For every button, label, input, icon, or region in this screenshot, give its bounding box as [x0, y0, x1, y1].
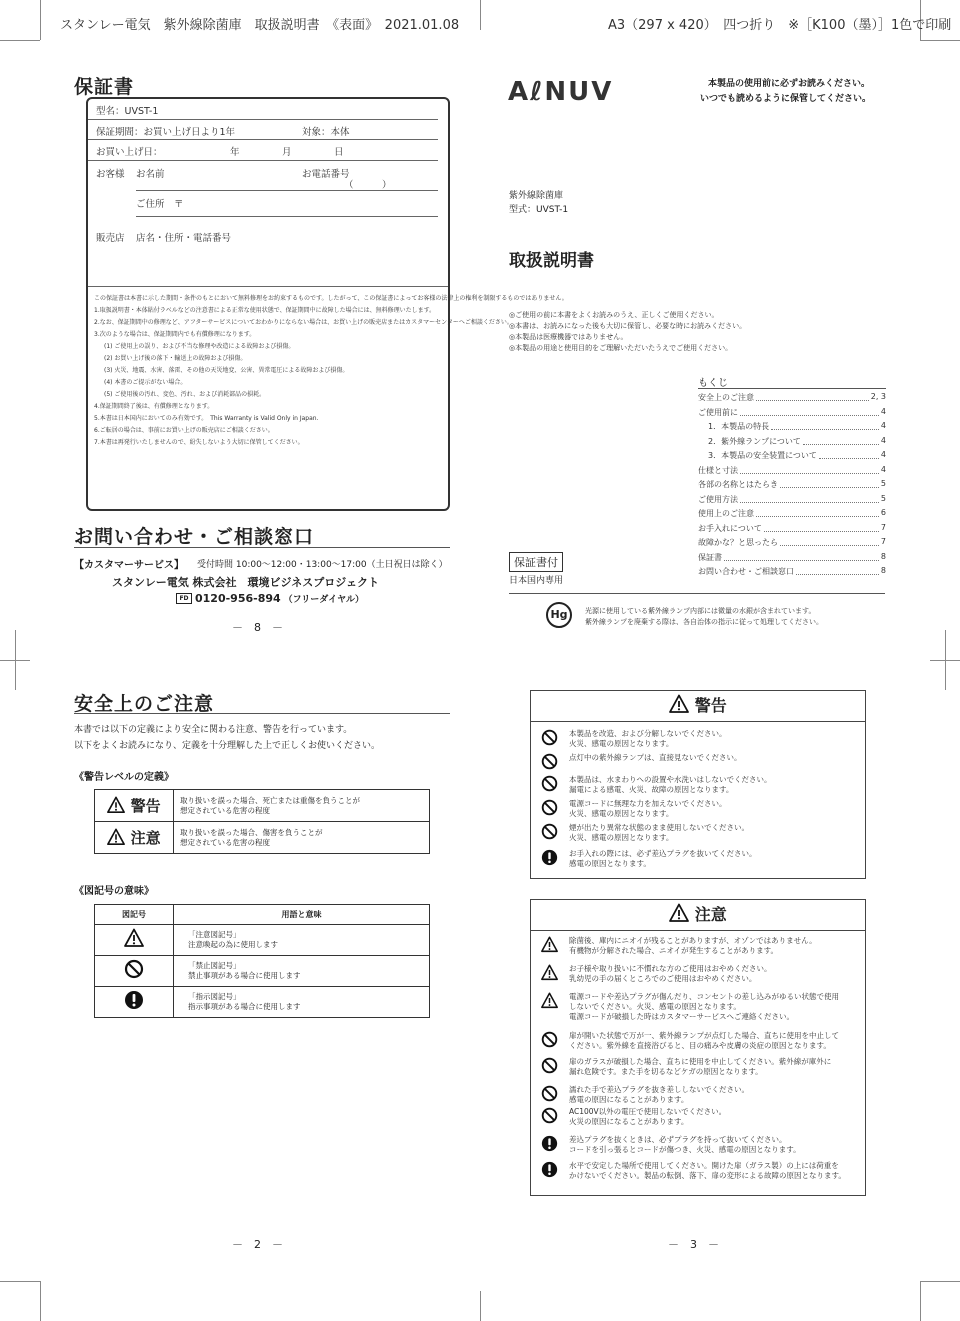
- toc-item-label: ご使用方法: [698, 494, 738, 504]
- customer-phone-paren: （ ）: [344, 180, 392, 191]
- warranty-note: (5) ご使用後の汚れ、変色、汚れ、および消耗部品の損耗。: [104, 391, 266, 398]
- prohibition-icon: [541, 1085, 558, 1102]
- page-number-8: － 8 －: [232, 621, 283, 634]
- toc-item: [698, 392, 886, 405]
- safety-item: [541, 849, 857, 869]
- warranty-badge: 保証書付: [509, 552, 563, 572]
- mandatory-icon: [124, 990, 144, 1010]
- toc-item: [698, 407, 886, 420]
- toc-item-label: お問い合わせ・ご相談窓口: [698, 567, 794, 576]
- prohibition-icon: [541, 1057, 558, 1074]
- safety-item-text: 扉のガラスが破損した場合、直ちに使用を中止してください。紫外線が庫外に: [569, 1057, 832, 1066]
- customer-phone-label: お電話番号: [302, 169, 350, 180]
- toc-item: [698, 552, 886, 565]
- toc-item: [698, 494, 886, 507]
- safety-item: [541, 753, 857, 773]
- toc-item-page: 7: [880, 522, 886, 532]
- warranty-note: 5.本書は日本国内においてのみ有効です。 This Warranty is Valid Only in Japan.: [94, 415, 319, 422]
- notice-line-1: 本製品の使用前に必ずお読みください。: [708, 79, 871, 89]
- warranty-note: 4.保証期間終了後は、有償修理となります。: [94, 403, 214, 410]
- toc-item: [698, 465, 886, 478]
- toc-item-page: 2, 3: [870, 392, 886, 401]
- warning-box-title: 警告: [531, 691, 865, 722]
- manual-title: 取扱説明書: [509, 251, 594, 271]
- mercury-icon: Hg: [546, 602, 572, 628]
- crop-mark: [0, 1281, 40, 1282]
- cover-bullet: ◎本製品は医療機器ではありません。: [509, 333, 628, 341]
- safety-item-text: 本製品は、水まわりへの設置や水洗いはしないでください。: [569, 775, 772, 784]
- crop-mark: [945, 630, 946, 690]
- caution-box: [530, 899, 866, 1196]
- mandatory-icon: [541, 1161, 558, 1178]
- toc-item-page: 8: [880, 566, 886, 575]
- prohibition-icon: [541, 1031, 558, 1048]
- toc-item: [698, 421, 886, 434]
- page-number-2: － 2 －: [232, 1238, 283, 1251]
- safety-item: [541, 1031, 857, 1051]
- crop-mark: [480, 1291, 481, 1321]
- safety-intro-1: 本書では以下の定義により安全に関わる注意、警告を行っています。: [74, 725, 353, 735]
- mandatory-icon: [541, 1135, 558, 1152]
- toc-item-label: 安全上のご注意: [698, 393, 754, 402]
- safety-item-text: 有機物が分解された場合、ニオイが発生することがあります。: [569, 946, 779, 955]
- safety-item: [541, 1085, 857, 1105]
- toc-item-page: 4: [880, 406, 886, 416]
- cover-bullet: ◎本製品の用途と使用目的をご理解いただいたうえでご使用ください。: [509, 344, 733, 352]
- safety-item: [541, 799, 857, 819]
- product-name: 紫外線除菌庫: [509, 191, 564, 201]
- safety-item-text: 電源コードや差込プラグが傷んだり、コンセントの差し込みがゆるい状態で使用: [569, 992, 839, 1001]
- warranty-note: 6.ご転居の場合は、事前にお買い上げの販売店にご相談ください。: [94, 427, 274, 434]
- safety-item-text: 漏れ危険です。また手を切るなどケガの原因となります。: [569, 1067, 763, 1076]
- cover-bullets: [509, 310, 746, 354]
- safety-item: [541, 992, 857, 1022]
- brand-logo: AℓNUV: [508, 77, 614, 107]
- caution-triangle-icon: [541, 992, 558, 1009]
- prohibition-icon: [541, 1107, 558, 1124]
- caution-triangle-icon: [669, 694, 689, 714]
- safety-item: [541, 1057, 857, 1077]
- customer-label: お客様: [96, 169, 125, 180]
- purchase-year: 年: [230, 147, 240, 158]
- customer-address-label: ご住所 〒: [136, 199, 184, 210]
- safety-item: [541, 1135, 857, 1155]
- toc-item: [698, 523, 886, 536]
- toc-item-page: 5: [880, 493, 886, 503]
- safety-item-text: 除菌後、庫内にニオイが残ることがありますが、オゾンではありません。: [569, 936, 817, 945]
- warranty-target: 対象：本体: [302, 127, 350, 138]
- crop-mark: [920, 40, 960, 41]
- safety-item-text: お手入れの際には、必ず差込プラグを抜いてください。: [569, 849, 757, 858]
- caution-triangle-icon: [541, 964, 558, 981]
- safety-item-text: 点灯中の紫外線ランプは、直接見ないでください。: [569, 753, 742, 762]
- caution-box-title: 注意: [531, 900, 865, 931]
- store-label: 販売店: [96, 233, 125, 244]
- warranty-period: 保証期間：お買い上げ日より1年: [96, 127, 236, 138]
- purchase-day: 日: [334, 147, 344, 158]
- print-header-right: A3（297 x 420） 四つ折り ※［K100（墨）］1色で印刷: [608, 18, 952, 33]
- toc-item-page: 5: [880, 479, 886, 488]
- safety-item-text: 電源コードが破損した時はカスタマーサービスへご連絡ください。: [569, 1012, 794, 1021]
- symbols-title: 《図記号の意味》: [74, 886, 154, 897]
- company-name: スタンレー電気 株式会社 環境ビジネスプロジェクト: [112, 576, 380, 589]
- safety-item-text: 差込プラグを抜くときは、必ずプラグを持って抜いてください。: [569, 1135, 787, 1144]
- warranty-note: (4) 本書のご提示がない場合。: [104, 379, 187, 386]
- warranty-notes: [94, 293, 568, 449]
- safety-item: [541, 936, 857, 956]
- customer-name-label: お名前: [136, 169, 165, 180]
- store-info-label: 店名・住所・電話番号: [136, 233, 232, 244]
- cover-bullet: ◎本書は、お読みになった後も大切に保管し、必要な時にお読みください。: [509, 322, 747, 330]
- crop-mark: [920, 1281, 960, 1282]
- crop-mark: [40, 0, 41, 40]
- prohibition-icon: [124, 959, 144, 979]
- page-number-3: － 3 －: [668, 1238, 719, 1251]
- toc-title: もくじ: [698, 378, 728, 389]
- prohibition-icon: [541, 729, 558, 746]
- toc-item-label: 仕様と寸法: [698, 465, 738, 475]
- warranty-model: 型名：UVST-1: [96, 106, 159, 117]
- safety-item-text: 乳幼児の手の届くところでのご使用はおやめください。: [569, 974, 757, 983]
- prohibition-icon: [541, 753, 558, 770]
- prohibition-icon: [541, 799, 558, 816]
- caution-triangle-icon: [107, 828, 125, 846]
- toc-item-page: 4: [880, 435, 886, 445]
- level-warning: 警告: [95, 790, 174, 822]
- prohibition-icon: [541, 775, 558, 792]
- toc-item-page: 6: [880, 508, 886, 517]
- toc-item-label: 故障かな？と思ったら: [698, 538, 778, 547]
- symbol-row: 「注意図記号」 注意喚起の為に使用します: [174, 925, 430, 956]
- safety-item-text: 火災、感電の原因となります。: [569, 809, 674, 818]
- safety-item: [541, 964, 857, 984]
- level-caution: 注意: [95, 822, 174, 854]
- phone-note: （フリーダイヤル）: [283, 595, 365, 605]
- safety-item-text: 感電の原因になることがあります。: [569, 1095, 689, 1104]
- safety-item: [541, 823, 857, 843]
- safety-item: [541, 1107, 857, 1127]
- warranty-note: (2) お買い上げ後の落下・輸送上の故障および損傷。: [104, 355, 247, 362]
- warning-levels-title: 《警告レベルの定義》: [74, 772, 174, 783]
- domestic-only: 日本国内専用: [509, 576, 564, 586]
- safety-item-text: かけないでください。製品の転倒、落下、扉の変形による故障の原因となります。: [569, 1171, 846, 1180]
- safety-item: [541, 775, 857, 795]
- safety-item-text: 火災、感電の原因となります。: [569, 739, 674, 748]
- safety-item-text: ください。紫外線を直接浴びると、目の痛みや皮膚の炎症の原因となります。: [569, 1041, 831, 1050]
- warning-levels-table: [94, 789, 430, 854]
- print-header-left: スタンレー電気 紫外線除菌庫 取扱説明書 《表面》 2021.01.08: [60, 18, 460, 33]
- toc-item-label: 3．本製品の安全装置について: [708, 451, 817, 460]
- toc-item-label: お手入れについて: [698, 523, 762, 533]
- toc-item: [698, 450, 886, 463]
- toc-item: [698, 508, 886, 521]
- mandatory-icon: [541, 849, 558, 866]
- safety-item-text: 煙が出たり異常な状態のまま使用しないでください。: [569, 823, 749, 832]
- toc-item-page: 7: [880, 537, 886, 546]
- crop-mark: [480, 0, 481, 30]
- symbols-head-meaning: 用語と意味: [174, 905, 430, 925]
- warranty-note: (3) 火災、地震、水害、落雷、その他の天災地変、公害、異常電圧による故障および損傷。: [104, 367, 349, 374]
- safety-intro-2: 以下をよくお読みになり、定義を十分理解した上で正しくお使いください。: [74, 741, 381, 751]
- toc-item-label: 1．本製品の特長: [708, 422, 770, 431]
- toc-item-label: 保証書: [698, 552, 722, 562]
- product-model: 型式：UVST-1: [509, 205, 569, 215]
- customer-service-label: 【カスタマーサービス】: [74, 560, 184, 571]
- safety-item-text: 本製品を改造、および分解しないでください。: [569, 729, 727, 738]
- symbol-row: 「指示図記号」 指示事項がある場合に使用します: [174, 987, 430, 1018]
- crop-mark: [920, 1281, 921, 1321]
- warranty-note: この保証書は本書に示した期間・条件のもとにおいて無料修理をお約束するものです。したがって、この保証書によってお客様の法律上の権利を制限するものではありません。: [94, 295, 568, 302]
- safety-item: [541, 1161, 857, 1181]
- service-hours: 受付時間 10:00〜12:00・13:00〜17:00（土日祝日は除く）: [197, 560, 448, 570]
- toc-item-label: ご使用前に: [698, 407, 738, 417]
- safety-item-text: 火災、感電の原因となります。: [569, 833, 674, 842]
- safety-item-text: 濡れた手で差込プラグを抜き差ししないでください。: [569, 1085, 749, 1094]
- level-caution-desc: 取り扱いを誤った場合、傷害を負うことが 想定されている危害の程度: [174, 822, 430, 854]
- toc-item-label: 各部の名称とはたらき: [698, 480, 778, 489]
- toc-item-page: 4: [880, 450, 886, 459]
- safety-item-text: 水平で安定した場所で使用してください。開けた扉（ガラス製）の上には荷重を: [569, 1161, 839, 1170]
- symbol-row: 「禁止図記号」 禁止事項がある場合に使用します: [174, 956, 430, 987]
- contact-phone: [176, 592, 364, 605]
- toc-item-page: 4: [880, 421, 886, 430]
- prohibition-icon: [541, 823, 558, 840]
- crop-mark: [40, 1281, 41, 1321]
- caution-triangle-icon: [107, 796, 125, 814]
- toc-item-page: 8: [880, 551, 886, 561]
- warranty-note: 1.取扱説明書・本体貼付ラベルなどの注意書による正常な使用状態で、保証期間中に故障した場合には、無料修理いたします。: [94, 307, 436, 314]
- warranty-note: (1) ご使用上の誤り、および不当な修理や改造による故障および損傷。: [104, 343, 295, 350]
- safety-item-text: 漏電による感電、火災、故障の原因となります。: [569, 785, 734, 794]
- purchase-month: 月: [282, 147, 292, 158]
- level-warning-desc: 取り扱いを誤った場合、死亡または重傷を負うことが 想定されている危害の程度: [174, 790, 430, 822]
- safety-title: 安全上のご注意: [74, 693, 215, 715]
- free-dial-icon: FD: [176, 593, 192, 604]
- caution-triangle-icon: [124, 928, 144, 948]
- warning-box: [530, 690, 866, 879]
- mercury-note-2: 紫外線ランプを廃棄する際は、各自治体の指示に従って処理してください。: [585, 618, 823, 626]
- notice-line-2: いつでも読めるように保管してください。: [700, 94, 872, 104]
- safety-item-text: 扉が開いた状態で万が一、紫外線ランプが点灯した場合、直ちに使用を中止して: [569, 1031, 839, 1040]
- toc-item-label: 2．紫外線ランプについて: [708, 436, 801, 446]
- crop-mark: [0, 40, 40, 41]
- safety-item-text: しないでください。火災、感電の原因となります。: [569, 1002, 741, 1011]
- toc-item-page: 4: [880, 464, 886, 474]
- contact-title: お問い合わせ・ご相談窓口: [74, 526, 315, 548]
- cover-bullet: ◎ご使用の前に本書をよくお読みのうえ、正しくご使用ください。: [509, 311, 719, 319]
- caution-triangle-icon: [541, 936, 558, 953]
- mercury-note-1: 光源に使用している紫外線ランプ内部には微量の水銀が含まれています。: [585, 607, 816, 615]
- safety-item-text: お子様や取り扱いに不慣れな方のご使用はおやめください。: [569, 964, 772, 973]
- safety-item: [541, 729, 857, 749]
- toc-item: [698, 566, 886, 579]
- caution-triangle-icon: [669, 903, 689, 923]
- warranty-title: 保証書: [74, 76, 135, 98]
- toc-item-label: 使用上のご注意: [698, 509, 754, 518]
- warranty-note: 7.本書は再発行いたしませんので、紛失しないよう大切に保管してください。: [94, 439, 304, 446]
- purchase-date-label: お買い上げ日：: [96, 147, 163, 158]
- symbols-table: [94, 904, 430, 1018]
- toc-list: [698, 392, 886, 582]
- safety-item-text: 感電の原因となります。: [569, 859, 651, 868]
- crop-mark: [15, 630, 16, 690]
- warranty-note: 3.次のような場合は、保証期間内でも有償修理になります。: [94, 331, 256, 338]
- safety-item-text: 火災の原因になることがあります。: [569, 1117, 689, 1126]
- safety-item-text: AC100V以外の電圧で使用しないでください。: [569, 1107, 727, 1116]
- toc-item: [698, 436, 886, 449]
- phone-number: 0120-956-894: [195, 592, 281, 605]
- toc-item: [698, 537, 886, 550]
- symbols-head-icon: 図記号: [95, 905, 174, 925]
- toc-item: [698, 479, 886, 492]
- warranty-note: 2.なお、保証期間中の修理など、アフターサービスについておわかりにならない場合は、お買い上げの販売店またはカスタマーセンターへご相談ください。: [94, 319, 513, 326]
- safety-item-text: コードを引っ張るとコードが傷つき、火災、感電の原因となります。: [569, 1145, 801, 1154]
- safety-item-text: 電源コードに無理な力を加えないでください。: [569, 799, 727, 808]
